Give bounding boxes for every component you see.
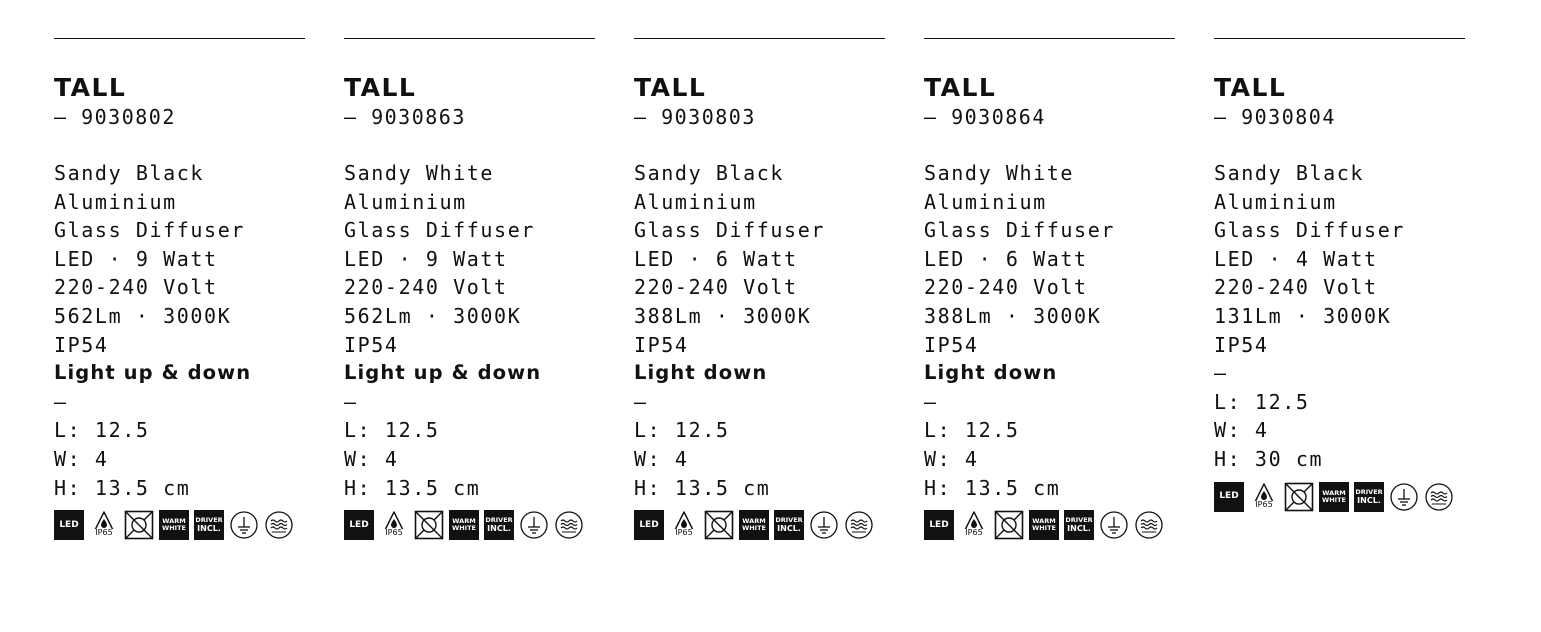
dimension-dash: — (344, 389, 358, 414)
warm-white-icon (1319, 482, 1349, 512)
driver-label: DRIVER (1065, 516, 1093, 525)
product-name: TALL (924, 73, 997, 102)
spec-line: LED · 6 Watt (924, 246, 1088, 271)
dimension-line: L: 12.5 (924, 418, 1020, 443)
driver-label: INCL. (197, 524, 221, 534)
led-icon (634, 510, 664, 540)
dimension-line: L: 12.5 (54, 418, 150, 443)
dimension-line: W: 4 (54, 446, 109, 471)
ip65-icon-label: IP65 (959, 529, 989, 537)
warm-white-label: WHITE (1032, 524, 1056, 533)
anti-salt-icon (264, 510, 294, 540)
spec-list (634, 159, 885, 502)
spec-list (924, 159, 1175, 502)
divider-rule (1214, 38, 1465, 39)
anti-salt-icon (844, 510, 874, 540)
driver-included-icon (774, 510, 804, 540)
product-code: — 9030803 (634, 105, 756, 129)
driver-label: DRIVER (195, 516, 223, 525)
led-icon (1214, 482, 1244, 512)
spec-line: 388Lm · 3000K (924, 303, 1102, 328)
ip65-icon-label: IP65 (379, 529, 409, 537)
spec-line: IP54 (344, 332, 399, 357)
led-icon-label: LED (929, 519, 949, 530)
spec-line: Glass Diffuser (344, 218, 535, 243)
earth-ground-icon (519, 510, 549, 540)
warm-white-icon (1029, 510, 1059, 540)
spec-list (54, 159, 305, 502)
spec-line: LED · 9 Watt (54, 246, 218, 271)
spec-line: Aluminium (344, 189, 467, 214)
dimension-line: L: 12.5 (1214, 389, 1310, 414)
dimension-line: H: 13.5 cm (344, 475, 481, 500)
product-name: TALL (634, 73, 707, 102)
product-code: — 9030863 (344, 105, 466, 129)
spec-line: 388Lm · 3000K (634, 303, 812, 328)
light-direction: Light up & down (344, 361, 542, 385)
spec-line: IP54 (924, 332, 979, 357)
anti-salt-icon (1424, 482, 1454, 512)
light-direction: Light up & down (54, 361, 252, 385)
ip65-icon-label: IP65 (1249, 501, 1279, 509)
spec-line: LED · 9 Watt (344, 246, 508, 271)
spec-line: 220-240 Volt (924, 275, 1088, 300)
warm-white-label: WARM (1322, 488, 1346, 497)
driver-included-icon (1354, 482, 1384, 512)
dimension-dash: — (924, 389, 938, 414)
divider-rule (54, 38, 305, 39)
anti-salt-icon (1134, 510, 1164, 540)
driver-included-icon (1064, 510, 1094, 540)
dimension-line: H: 13.5 cm (924, 475, 1061, 500)
spec-line: 220-240 Volt (1214, 275, 1378, 300)
product-column (634, 38, 885, 540)
product-code: — 9030864 (924, 105, 1046, 129)
warm-white-icon (159, 510, 189, 540)
product-column (1214, 38, 1465, 512)
no-cover-icon (124, 510, 154, 540)
spec-line: Glass Diffuser (1214, 218, 1405, 243)
warm-white-label: WHITE (1322, 495, 1346, 504)
spec-line: IP54 (634, 332, 689, 357)
divider-rule (344, 38, 595, 39)
driver-label: INCL. (487, 524, 511, 534)
divider-rule (924, 38, 1175, 39)
product-column (54, 38, 305, 540)
product-name: TALL (344, 73, 417, 102)
led-icon (344, 510, 374, 540)
earth-ground-icon (1389, 482, 1419, 512)
led-icon-label: LED (349, 519, 369, 530)
spec-line: Glass Diffuser (634, 218, 825, 243)
no-cover-icon (1284, 482, 1314, 512)
warm-white-label: WARM (162, 517, 186, 526)
driver-label: INCL. (777, 524, 801, 534)
spec-line: Glass Diffuser (54, 218, 245, 243)
spec-line: LED · 4 Watt (1214, 246, 1378, 271)
light-direction: Light down (924, 361, 1058, 385)
spec-line: 562Lm · 3000K (54, 303, 232, 328)
dimension-line: L: 12.5 (344, 418, 440, 443)
ip65-icon (379, 510, 409, 540)
driver-label: DRIVER (775, 516, 803, 525)
no-cover-icon (994, 510, 1024, 540)
dimension-line: H: 13.5 cm (634, 475, 771, 500)
warm-white-label: WHITE (162, 524, 186, 533)
led-icon (924, 510, 954, 540)
spec-list (344, 159, 595, 502)
spec-line: LED · 6 Watt (634, 246, 798, 271)
driver-label: INCL. (1067, 524, 1091, 534)
led-icon-label: LED (639, 519, 659, 530)
spec-line: 562Lm · 3000K (344, 303, 522, 328)
warm-white-label: WARM (452, 517, 476, 526)
dimension-line: H: 13.5 cm (54, 475, 191, 500)
spec-line: 220-240 Volt (344, 275, 508, 300)
dimension-dash: — (1214, 361, 1228, 386)
spec-line: Sandy Black (1214, 161, 1365, 185)
ip65-icon (959, 510, 989, 540)
spec-line: Aluminium (634, 189, 757, 214)
driver-included-icon (194, 510, 224, 540)
earth-ground-icon (809, 510, 839, 540)
certification-icons (924, 510, 1175, 540)
spec-line: Glass Diffuser (924, 218, 1115, 243)
driver-label: DRIVER (1355, 487, 1383, 496)
warm-white-icon (449, 510, 479, 540)
warm-white-label: WHITE (452, 524, 476, 533)
certification-icons (634, 510, 885, 540)
driver-included-icon (484, 510, 514, 540)
divider-rule (634, 38, 885, 39)
spec-line: 131Lm · 3000K (1214, 303, 1392, 328)
dimension-line: W: 4 (634, 446, 689, 471)
ip65-icon-label: IP65 (669, 529, 699, 537)
spec-line: Aluminium (924, 189, 1047, 214)
anti-salt-icon (554, 510, 584, 540)
no-cover-icon (414, 510, 444, 540)
ip65-icon-label: IP65 (89, 529, 119, 537)
certification-icons (54, 510, 305, 540)
product-code: — 9030804 (1214, 105, 1336, 129)
certification-icons (344, 510, 595, 540)
ip65-icon (669, 510, 699, 540)
product-column (924, 38, 1175, 540)
spec-line: Aluminium (1214, 189, 1337, 214)
dimension-line: L: 12.5 (634, 418, 730, 443)
spec-line: 220-240 Volt (634, 275, 798, 300)
light-direction: Light down (634, 361, 768, 385)
dimension-dash: — (54, 389, 68, 414)
warm-white-label: WARM (742, 517, 766, 526)
dimension-line: W: 4 (344, 446, 399, 471)
spec-line: Sandy White (924, 161, 1075, 185)
warm-white-label: WARM (1032, 517, 1056, 526)
product-code: — 9030802 (54, 105, 176, 129)
earth-ground-icon (1099, 510, 1129, 540)
spec-line: IP54 (54, 332, 109, 357)
dimension-line: W: 4 (924, 446, 979, 471)
driver-label: DRIVER (485, 516, 513, 525)
warm-white-label: WHITE (742, 524, 766, 533)
dimension-line: H: 30 cm (1214, 446, 1324, 471)
spec-line: Sandy Black (634, 161, 785, 185)
spec-line: Sandy Black (54, 161, 205, 185)
certification-icons (1214, 482, 1465, 512)
led-icon-label: LED (59, 519, 79, 530)
spec-list (1214, 159, 1465, 474)
no-cover-icon (704, 510, 734, 540)
dimension-dash: — (634, 389, 648, 414)
dimension-line: W: 4 (1214, 418, 1269, 443)
earth-ground-icon (229, 510, 259, 540)
product-name: TALL (54, 73, 127, 102)
spec-line: IP54 (1214, 332, 1269, 357)
led-icon (54, 510, 84, 540)
spec-line: Aluminium (54, 189, 177, 214)
product-name: TALL (1214, 73, 1287, 102)
ip65-icon (89, 510, 119, 540)
ip65-icon (1249, 482, 1279, 512)
driver-label: INCL. (1357, 495, 1381, 505)
spec-line: 220-240 Volt (54, 275, 218, 300)
led-icon-label: LED (1219, 491, 1239, 502)
warm-white-icon (739, 510, 769, 540)
product-column (344, 38, 595, 540)
spec-line: Sandy White (344, 161, 495, 185)
